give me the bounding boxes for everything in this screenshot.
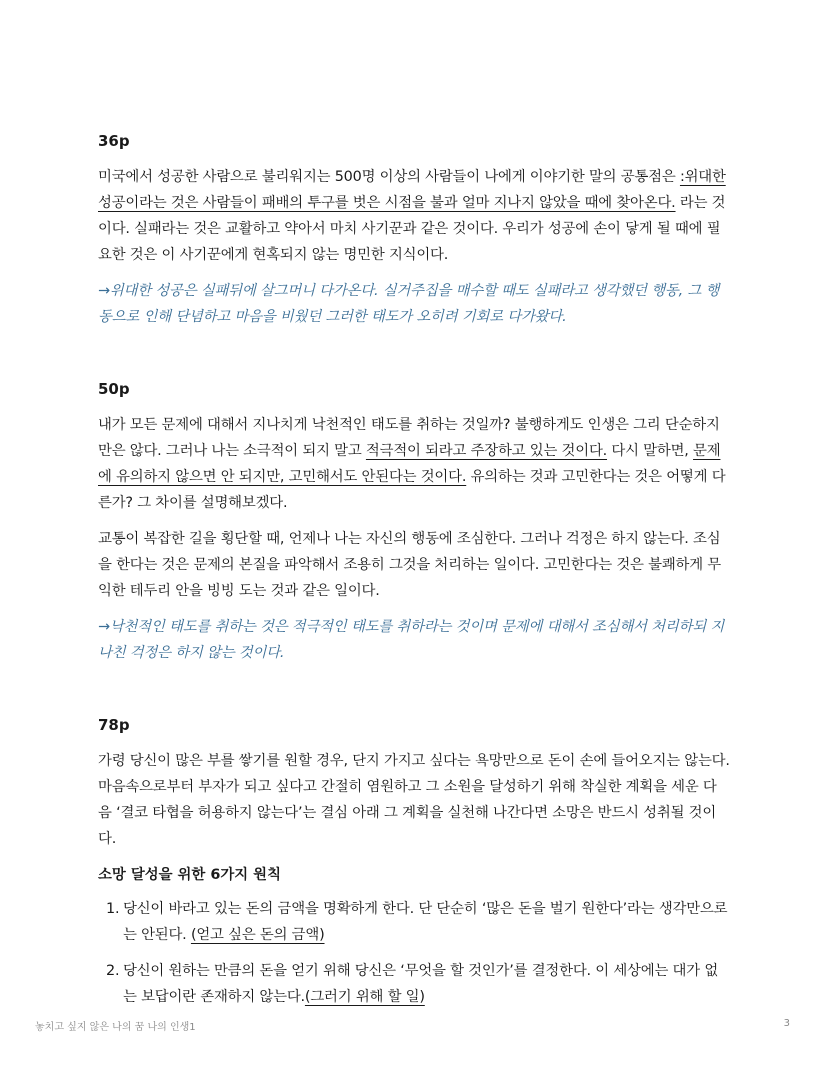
principles-list [98, 896, 730, 1010]
list-number: 2. [106, 963, 120, 979]
section-heading: 36p [98, 132, 130, 150]
list-item [98, 958, 730, 1010]
list-item [98, 896, 730, 948]
section-heading: 50p [98, 380, 130, 398]
list-number: 1. [106, 901, 120, 917]
section-heading: 78p [98, 716, 130, 734]
text-run: 내가 모든 문제에 대해서 지나치게 낙천적인 태도를 취하는 것일까? 불행하게도 인생은 그리 단순하지만은 않다. 그러나 나는 소극적이 되지 말고 [98, 417, 720, 459]
underlined-text: (얻고 싶은 돈의 금액) [190, 927, 325, 943]
underlined-text: 문제에 유의하지 않으면 안 되지만, 고민해서도 안된다는 것이다. [98, 443, 721, 485]
paragraph [98, 164, 730, 268]
page-number: 3 [783, 1018, 790, 1029]
section-78p [98, 714, 730, 1010]
section-36p [98, 130, 730, 330]
document-body [98, 130, 730, 1058]
text-run: 당신이 원하는 만큼의 돈을 얻기 위해 당신은 ‘무엇을 할 것인가’를 결정한다. 이 세상에는 대가 없는 보답이란 존재하지 않는다. [123, 963, 719, 1005]
note: →낙천적인 태도를 취하는 것은 적극적인 태도를 취하라는 것이며 문제에 대해서 조심해서 처리하되 지나친 걱정은 하지 않는 것이다. [98, 619, 725, 661]
section-50p [98, 378, 730, 666]
text-run: 미국에서 성공한 사람으로 불리워지는 500명 이상의 사람들이 나에게 이야기한 말의 공통점은 [98, 169, 680, 185]
text-run: 다시 말하면, [607, 443, 694, 459]
subheading: 소망 달성을 위한 6가지 원칙 [98, 867, 281, 883]
underlined-text: :위대한 성공이라는 것은 사람들이 패배의 투구를 벗은 시점을 불과 얼마 지나지 않았을 때에 찾아온다. [98, 169, 726, 211]
footer-title: 놓치고 싶지 않은 나의 꿈 나의 인생1 [35, 1022, 196, 1033]
paragraph [98, 412, 730, 516]
text-run: 유의하는 것과 고민한다는 것은 어떻게 다른가? 그 차이를 설명해보겠다. [98, 469, 726, 511]
paragraph: 가령 당신이 많은 부를 쌓기를 원할 경우, 단지 가지고 싶다는 욕망만으로 돈이 손에 들어오지는 않는다. 마음속으로부터 부자가 되고 싶다고 간절히 염원하고 그 소원을 달성하기 위해 착실한 계획을 세운 다음 ‘결코 타협을 허용하지 않는다’는 결심 아래 그 계획을 실천해 나간다면 소망은 반드시 성취될 것이다. [98, 753, 730, 847]
text-run: 당신이 바라고 있는 돈의 금액을 명확하게 한다. 단 단순히 ‘많은 돈을 벌기 원한다’라는 생각만으로는 안된다. [123, 901, 728, 943]
text-run: 라는 것이다. 실패라는 것은 교활하고 약아서 마치 사기꾼과 같은 것이다. 우리가 성공에 손이 닿게 될 때에 필요한 것은 이 사기꾼에게 현혹되지 않는 명민한 지식이다. [98, 195, 726, 263]
paragraph: 교통이 복잡한 길을 횡단할 때, 언제나 나는 자신의 행동에 조심한다. 그러나 걱정은 하지 않는다. 조심을 한다는 것은 문제의 본질을 파악해서 조용히 그것을 처리하는 일이다. 고민한다는 것은 불쾌하게 무익한 테두리 안을 빙빙 도는 것과 같은 일이다. [98, 531, 722, 599]
underlined-text: 적극적이 되라고 주장하고 있는 것이다. [365, 443, 608, 459]
note: →위대한 성공은 실패뒤에 살그머니 다가온다. 실거주집을 매수할 때도 실패라고 생각했던 행동, 그 행동으로 인해 단념하고 마음을 비웠던 그러한 태도가 오히려 기회로 다가왔다. [98, 283, 720, 325]
underlined-text: (그러기 위해 할 일) [304, 989, 425, 1005]
